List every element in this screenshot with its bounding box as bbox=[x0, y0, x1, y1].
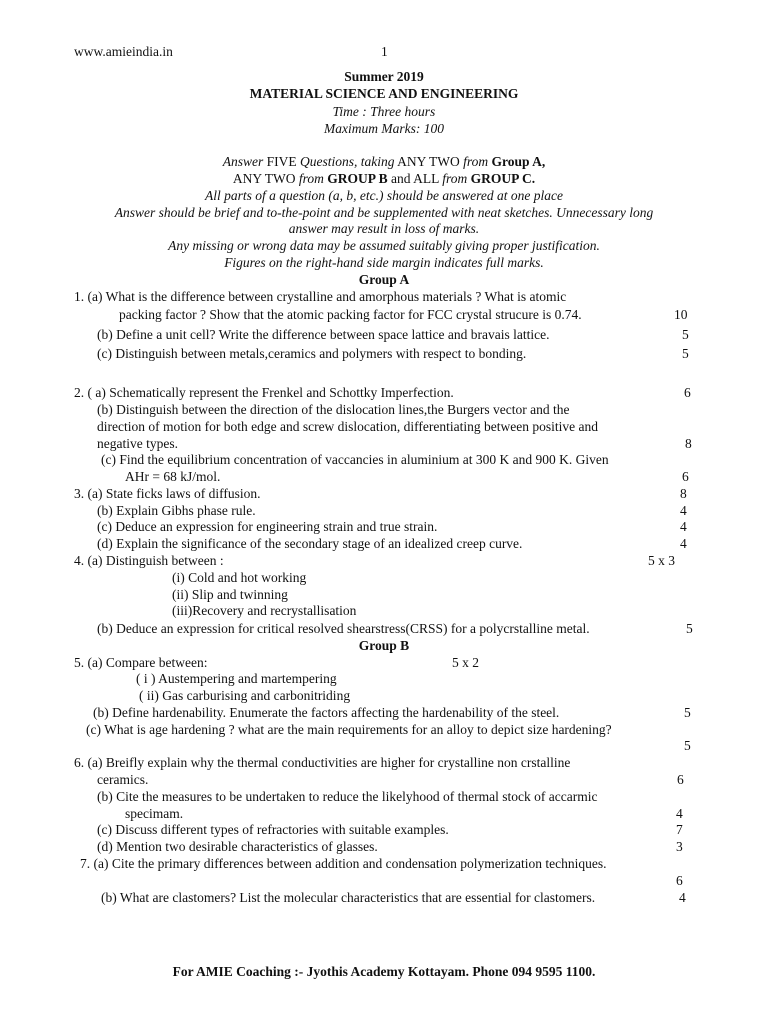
instruction-line-3: All parts of a question (a, b, etc.) should be answered at one place bbox=[205, 188, 563, 203]
q3a: 3. (a) State ficks laws of diffusion. bbox=[74, 486, 261, 501]
q1a-line-1: 1. (a) What is the difference between crystalline and amorphous materials ? What is atomic bbox=[74, 289, 567, 304]
site-url: www.amieindia.in bbox=[74, 44, 173, 59]
exam-max-marks: Maximum Marks: 100 bbox=[324, 121, 444, 136]
q5a: 5. (a) Compare between: bbox=[74, 655, 208, 670]
q7a-marks: 6 bbox=[676, 873, 683, 888]
instruction-line-1: Answer FIVE Questions, taking ANY TWO from Group A, bbox=[222, 154, 546, 169]
q5a-marks: 5 x 2 bbox=[452, 655, 479, 670]
q6d-marks: 3 bbox=[676, 839, 683, 854]
instruction-line-5: answer may result in loss of marks. bbox=[288, 221, 480, 236]
q1c: (c) Distinguish between metals,ceramics and polymers with respect to bonding. bbox=[97, 346, 527, 361]
instruction-line-6: Any missing or wrong data may be assumed suitably giving proper justification. bbox=[168, 238, 600, 253]
q2a-marks: 6 bbox=[684, 385, 691, 400]
exam-time: Time : Three hours bbox=[332, 104, 436, 119]
q5b: (b) Define hardenability. Enumerate the factors affecting the hardenability of the steel. bbox=[93, 705, 560, 720]
q6a-marks: 6 bbox=[677, 772, 684, 787]
q2c-marks: 6 bbox=[682, 469, 689, 484]
q6a-line-1: 6. (a) Breifly explain why the thermal conductivities are higher for crystalline non crstalline bbox=[74, 755, 571, 770]
group-a-title: Group A bbox=[358, 272, 410, 287]
q2b-line-3: negative types. bbox=[97, 436, 178, 451]
q5a-i: ( i ) Austempering and martempering bbox=[136, 671, 337, 686]
q4a-marks: 5 x 3 bbox=[648, 553, 675, 568]
q4b-marks: 5 bbox=[686, 621, 693, 636]
q7b: (b) What are clastomers? List the molecular characteristics that are essential for clastomers. bbox=[101, 890, 596, 905]
instruction-line-4: Answer should be brief and to-the-point and be supplemented with neat sketches. Unnecessary long bbox=[114, 205, 654, 220]
q3b: (b) Explain Gibhs phase rule. bbox=[97, 503, 256, 518]
q3b-marks: 4 bbox=[680, 503, 687, 518]
q2b-line-1: (b) Distinguish between the direction of the dislocation lines,the Burgers vector and the bbox=[97, 402, 570, 417]
q5c-marks: 5 bbox=[684, 738, 691, 753]
q1a-marks: 10 bbox=[674, 307, 688, 322]
q3c: (c) Deduce an expression for engineering strain and true strain. bbox=[97, 519, 438, 534]
q2c-line-2: AHr = 68 kJ/mol. bbox=[125, 469, 221, 484]
q5c: (c) What is age hardening ? what are the main requirements for an alloy to depict size hardening? bbox=[86, 722, 612, 737]
q3a-marks: 8 bbox=[680, 486, 687, 501]
q2b-line-2: direction of motion for both edge and screw dislocation, differentiating between positive and bbox=[97, 419, 598, 434]
q6d: (d) Mention two desirable characteristics of glasses. bbox=[97, 839, 378, 854]
q4a: 4. (a) Distinguish between : bbox=[74, 553, 224, 568]
instruction-line-2: ANY TWO from GROUP B and ALL from GROUP C. bbox=[232, 171, 536, 186]
q2c-line-1: (c) Find the equilibrium concentration of vaccancies in aluminium at 300 K and 900 K. Given bbox=[101, 452, 609, 467]
exam-subject: MATERIAL SCIENCE AND ENGINEERING bbox=[249, 86, 519, 101]
q4a-i: (i) Cold and hot working bbox=[172, 570, 307, 585]
q1b-marks: 5 bbox=[682, 327, 689, 342]
q1c-marks: 5 bbox=[682, 346, 689, 361]
q6b-marks: 4 bbox=[676, 806, 683, 821]
q4a-iii: (iii)Recovery and recrystallisation bbox=[172, 603, 357, 618]
q1b: (b) Define a unit cell? Write the difference between space lattice and bravais lattice. bbox=[97, 327, 550, 342]
q6c-marks: 7 bbox=[676, 822, 683, 837]
group-b-title: Group B bbox=[358, 638, 410, 653]
page-number: 1 bbox=[381, 44, 388, 59]
q1a-line-2: packing factor ? Show that the atomic packing factor for FCC crystal strucure is 0.74. bbox=[119, 307, 582, 322]
q2b-marks: 8 bbox=[685, 436, 692, 451]
exam-session: Summer 2019 bbox=[344, 69, 424, 84]
q3d-marks: 4 bbox=[680, 536, 687, 551]
q7a: 7. (a) Cite the primary differences between addition and condensation polymerization techniques. bbox=[80, 856, 607, 871]
q5a-ii: ( ii) Gas carburising and carbonitriding bbox=[139, 688, 351, 703]
q3c-marks: 4 bbox=[680, 519, 687, 534]
q6b-line-1: (b) Cite the measures to be undertaken to reduce the likelyhood of thermal stock of accarmic bbox=[97, 789, 598, 804]
q6b-line-2: specimam. bbox=[125, 806, 184, 821]
footer-coaching: For AMIE Coaching :- Jyothis Academy Kottayam. Phone 094 9595 1100. bbox=[172, 964, 596, 979]
q3d: (d) Explain the significance of the secondary stage of an idealized creep curve. bbox=[97, 536, 523, 551]
q7b-marks: 4 bbox=[679, 890, 686, 905]
q4a-ii: (ii) Slip and twinning bbox=[172, 587, 288, 602]
instruction-line-7: Figures on the right-hand side margin indicates full marks. bbox=[224, 255, 544, 270]
q6a-line-2: ceramics. bbox=[97, 772, 149, 787]
q2a: 2. ( a) Schematically represent the Frenkel and Schottky Imperfection. bbox=[74, 385, 454, 400]
q6c: (c) Discuss different types of refractories with suitable examples. bbox=[97, 822, 449, 837]
q4b: (b) Deduce an expression for critical resolved shearstress(CRSS) for a polycrstalline metal. bbox=[97, 621, 590, 636]
q5b-marks: 5 bbox=[684, 705, 691, 720]
